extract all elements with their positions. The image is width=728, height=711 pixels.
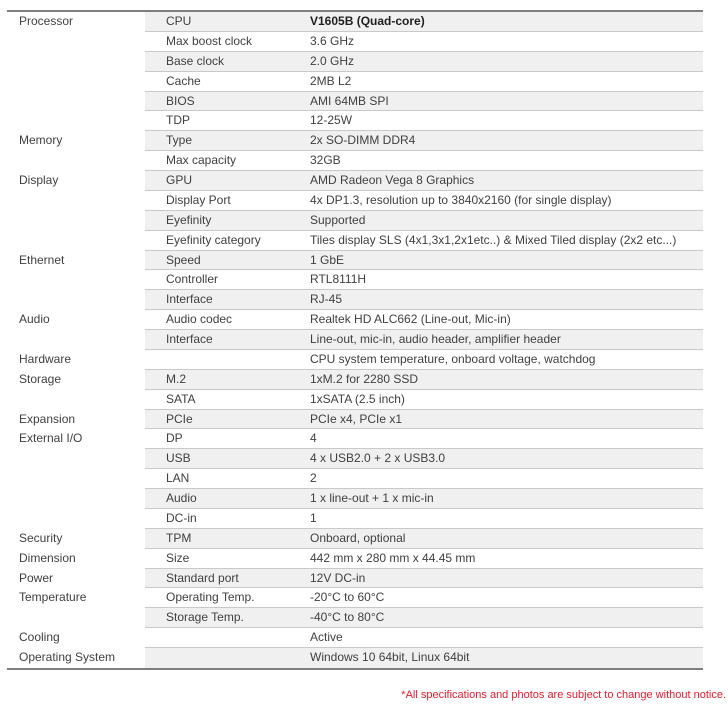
attribute-value-zone: [145, 529, 703, 549]
spec-row: [7, 310, 703, 330]
value-text: 4 x USB2.0 + 2 x USB3.0: [310, 451, 446, 466]
attribute-label: Standard port: [166, 570, 239, 585]
category-label: [7, 290, 145, 310]
attribute-label: Interface: [166, 292, 213, 307]
attribute-label: GPU: [166, 173, 193, 187]
attribute-label: [145, 628, 310, 647]
value-text: 2.0 GHz: [310, 53, 355, 68]
value-text: 2x SO-DIMM DDR4: [310, 133, 416, 148]
attribute-value-zone: [145, 211, 703, 231]
attribute-value-zone: [145, 131, 703, 151]
attribute-value-zone: [145, 111, 703, 131]
spec-row: [7, 648, 703, 668]
value-text: 1 GbE: [310, 252, 345, 267]
value-text: 32GB: [310, 153, 341, 168]
attribute-label: CPU: [166, 14, 192, 28]
attribute-value-zone: [145, 12, 703, 32]
category-label: Power: [19, 570, 54, 585]
value-text: 2: [310, 471, 317, 486]
spec-row: [7, 131, 703, 151]
spec-row: [7, 370, 703, 390]
attribute-label: Interface: [166, 332, 213, 346]
value-text: 12-25W: [310, 113, 353, 128]
attribute-value-zone: [145, 449, 703, 469]
category-label: [7, 111, 145, 131]
value-text: Onboard, optional: [310, 530, 406, 545]
spec-row: [7, 350, 703, 370]
spec-row: [7, 628, 703, 648]
category-label: [7, 489, 145, 509]
spec-row: [7, 330, 703, 350]
spec-row: [7, 211, 703, 231]
spec-row: [7, 449, 703, 469]
attribute-value-zone: [145, 648, 703, 668]
category-label: [7, 191, 145, 211]
attribute-label: TPM: [166, 530, 192, 545]
value-text: Windows 10 64bit, Linux 64bit: [310, 650, 470, 664]
value-text: 1xSATA (2.5 inch): [310, 391, 405, 406]
value-text: -40°C to 80°C: [310, 610, 385, 625]
spec-row: [7, 588, 703, 608]
spec-row: [7, 549, 703, 569]
value-text: Realtek HD ALC662 (Line-out, Mic-in): [310, 312, 511, 327]
attribute-value-zone: [145, 469, 703, 489]
spec-row: [7, 111, 703, 131]
value-text: 2MB L2: [310, 73, 352, 88]
category-label: Cooling: [19, 630, 60, 645]
spec-row: [7, 92, 703, 112]
attribute-label: DC-in: [166, 510, 197, 525]
spec-row: [7, 251, 703, 271]
spec-row: [7, 569, 703, 589]
attribute-label: Cache: [166, 73, 201, 88]
attribute-label: Speed: [166, 252, 201, 267]
value-text: 3.6 GHz: [310, 33, 355, 48]
category-label: Dimension: [19, 550, 76, 565]
spec-row: [7, 12, 703, 32]
attribute-value-zone: [145, 151, 703, 171]
category-label: [7, 32, 145, 52]
category-label: [7, 509, 145, 529]
category-label: [7, 270, 145, 290]
value-text: Tiles display SLS (4x1,3x1,2x1etc..) & Mixed Tiled display (2x2 etc...): [310, 232, 677, 247]
value-text: CPU system temperature, onboard voltage, watchdog: [310, 351, 596, 366]
attribute-value-zone: [145, 32, 703, 52]
attribute-value-zone: [145, 350, 703, 370]
attribute-value-zone: [145, 549, 703, 569]
attribute-value-zone: [145, 171, 703, 191]
attribute-value-zone: [145, 290, 703, 310]
attribute-label: USB: [166, 451, 191, 466]
value-text: RJ-45: [310, 292, 343, 307]
value-text: 1: [310, 510, 317, 525]
spec-row: [7, 410, 703, 430]
attribute-label: Type: [166, 133, 193, 148]
attribute-label: PCIe: [166, 411, 193, 426]
category-label: Operating System: [19, 650, 116, 664]
attribute-label: TDP: [166, 113, 190, 128]
value-text: Supported: [310, 212, 366, 227]
value-text: 442 mm x 280 mm x 44.45 mm: [310, 550, 476, 565]
value-text: 4x DP1.3, resolution up to 3840x2160 (for single display): [310, 192, 612, 207]
category-label: Processor: [19, 14, 74, 28]
spec-row: [7, 231, 703, 251]
attribute-label: Operating Temp.: [166, 590, 255, 605]
category-label: Memory: [19, 133, 63, 148]
category-label: Ethernet: [19, 252, 65, 267]
spec-row: [7, 270, 703, 290]
attribute-label: LAN: [166, 471, 190, 486]
value-text: V1605B (Quad-core): [310, 14, 425, 28]
attribute-value-zone: [145, 489, 703, 509]
attribute-value-zone: [145, 569, 703, 589]
attribute-value-zone: [145, 588, 703, 608]
value-text: Active: [310, 630, 343, 645]
spec-row: [7, 290, 703, 310]
attribute-label: DP: [166, 431, 183, 446]
spec-row: [7, 151, 703, 171]
footer-note: *All specifications and photos are subject to change without notice.: [401, 689, 726, 701]
attribute-value-zone: [145, 92, 703, 112]
attribute-value-zone: [145, 410, 703, 430]
attribute-value-zone: [145, 251, 703, 271]
category-label: [7, 72, 145, 92]
category-label: [7, 52, 145, 72]
attribute-label: Size: [166, 550, 190, 565]
category-label: Storage: [19, 371, 62, 386]
category-label: [7, 231, 145, 251]
spec-row: [7, 608, 703, 628]
attribute-label: Max boost clock: [166, 33, 253, 48]
category-label: [7, 390, 145, 410]
value-text: RTL8111H: [310, 272, 367, 287]
value-text: 1xM.2 for 2280 SSD: [310, 371, 419, 386]
value-text: AMI 64MB SPI: [310, 93, 389, 108]
attribute-value-zone: [145, 608, 703, 628]
value-text: 12V DC-in: [310, 570, 366, 585]
category-label: Expansion: [19, 411, 76, 426]
attribute-label: Controller: [166, 272, 219, 287]
attribute-label: [145, 648, 310, 668]
attribute-value-zone: [145, 72, 703, 92]
category-label: Temperature: [19, 590, 87, 605]
attribute-label: BIOS: [166, 93, 195, 108]
category-label: [7, 151, 145, 171]
attribute-label: SATA: [166, 391, 196, 406]
attribute-value-zone: [145, 390, 703, 410]
attribute-value-zone: [145, 231, 703, 251]
attribute-label: Audio: [166, 491, 197, 505]
category-label: Display: [19, 173, 59, 187]
value-text: AMD Radeon Vega 8 Graphics: [310, 173, 475, 187]
attribute-value-zone: [145, 429, 703, 449]
attribute-label: M.2: [166, 371, 187, 386]
attribute-label: Audio codec: [166, 312, 233, 327]
spec-row: [7, 171, 703, 191]
category-label: [7, 469, 145, 489]
spec-table: [7, 10, 703, 670]
spec-row: [7, 390, 703, 410]
value-text: PCIe x4, PCIe x1: [310, 411, 403, 426]
spec-row: [7, 52, 703, 72]
category-label: [7, 449, 145, 469]
category-label: [7, 330, 145, 350]
spec-row: [7, 429, 703, 449]
spec-row: [7, 509, 703, 529]
spec-row: [7, 191, 703, 211]
category-label: Audio: [19, 312, 50, 327]
attribute-label: Base clock: [166, 53, 225, 68]
attribute-value-zone: [145, 310, 703, 330]
attribute-value-zone: [145, 509, 703, 529]
category-label: [7, 92, 145, 112]
category-label: [7, 211, 145, 231]
category-label: Security: [19, 530, 63, 545]
attribute-value-zone: [145, 370, 703, 390]
attribute-value-zone: [145, 191, 703, 211]
category-label: [7, 608, 145, 628]
category-label: Hardware: [19, 351, 72, 366]
attribute-label: Storage Temp.: [166, 610, 244, 625]
value-text: 4: [310, 431, 317, 446]
spec-row: [7, 32, 703, 52]
attribute-label: Eyefinity category: [166, 232, 261, 247]
attribute-label: Max capacity: [166, 153, 237, 168]
spec-row: [7, 529, 703, 549]
value-text: Line-out, mic-in, audio header, amplifier header: [310, 332, 561, 346]
value-text: 1 x line-out + 1 x mic-in: [310, 491, 434, 505]
attribute-label: [145, 350, 310, 369]
attribute-label: Eyefinity: [166, 212, 212, 227]
value-text: -20°C to 60°C: [310, 590, 385, 605]
spec-table-rows: [7, 12, 703, 668]
spec-row: [7, 489, 703, 509]
spec-row: [7, 72, 703, 92]
category-label: External I/O: [19, 431, 83, 446]
attribute-label: Display Port: [166, 192, 231, 207]
attribute-value-zone: [145, 270, 703, 290]
attribute-value-zone: [145, 330, 703, 350]
spec-row: [7, 469, 703, 489]
attribute-value-zone: [145, 52, 703, 72]
attribute-value-zone: [145, 628, 703, 648]
